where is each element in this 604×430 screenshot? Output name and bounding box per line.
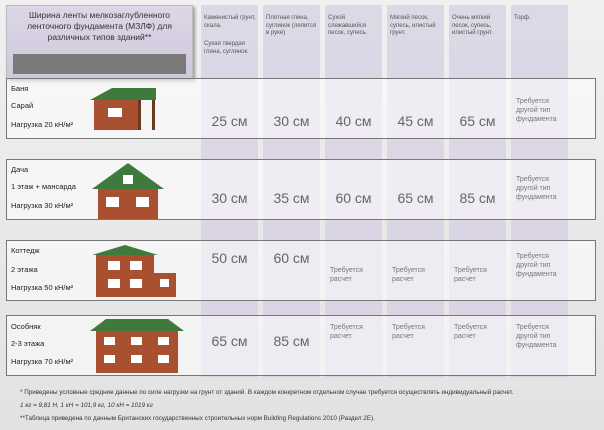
footnote-source: **Таблица приведена по данным Британских государственных строительных норм Building Regulations 2010 (Раздел 2Е).	[20, 415, 375, 422]
row-name-2: 1 этаж + мансарда	[11, 182, 76, 191]
width-value: 45 см	[397, 113, 434, 129]
title-box	[6, 5, 193, 79]
page-title: Ширина ленты мелкозаглубленного ленточного фундамента (МЗЛФ) для различных типов зданий**	[27, 10, 172, 42]
requirement-note: Требуется другой тип фундамента	[516, 98, 557, 123]
column-subheader: Сухая твердая глина, суглинок.	[204, 41, 249, 55]
column-header: Сухой слежавшийся песок, супесь.	[328, 15, 368, 36]
width-value: 40 см	[335, 113, 372, 129]
column-header: Каменистый грунт, скала.	[204, 15, 256, 29]
row-name-2: Сарай	[11, 101, 34, 110]
requirement-note: Требуется расчет	[454, 324, 487, 340]
width-value: 50 см	[211, 250, 248, 266]
bathhouse-icon	[90, 86, 156, 132]
requirement-note: Требуется другой тип фундамента	[516, 324, 557, 349]
two-story-house-icon	[92, 243, 182, 299]
requirement-note: Требуется расчет	[330, 267, 363, 283]
row-load: Нагрузка 20 кН/м²	[11, 120, 74, 129]
requirement-note: Требуется расчет	[392, 324, 425, 340]
width-value: 65 см	[459, 113, 496, 129]
column-header: Очень мягкий песок, супесь, илистый грунт.	[452, 15, 493, 36]
footnote: * Приведены условные средние данные по силе нагрузки на грунт от зданий. В каждом конкретном отдельном случае требуется осуществлять индивидуальный расчет.	[20, 389, 514, 396]
row-name: Баня	[11, 84, 29, 93]
mansion-icon	[90, 317, 186, 375]
footnote-units: 1 кг = 9,81 Н, 1 кН = 101,9 кг, 10 кН = 1019 кг	[20, 402, 153, 409]
column-header: Торф.	[514, 15, 531, 21]
row-name: Коттедж	[11, 246, 40, 255]
row-name: Особняк	[11, 322, 41, 331]
cottage-icon	[92, 163, 164, 221]
width-value: 85 см	[273, 333, 310, 349]
row-load: Нагрузка 50 кН/м²	[11, 283, 74, 292]
column-header: Плотная глина, суглинок (лепится в руке)	[266, 15, 317, 36]
row-name-2: 2 этажа	[11, 265, 38, 274]
width-value: 85 см	[459, 190, 496, 206]
column-header: Мягкий песок, супесь, илистый грунт.	[390, 15, 436, 36]
row-name: Дача	[11, 165, 29, 174]
requirement-note: Требуется расчет	[392, 267, 425, 283]
width-value: 60 см	[273, 250, 310, 266]
requirement-note: Требуется расчет	[454, 267, 487, 283]
width-value: 60 см	[335, 190, 372, 206]
title-gray-bar	[13, 54, 186, 74]
requirement-note: Требуется расчет	[330, 324, 363, 340]
requirement-note: Требуется другой тип фундамента	[516, 253, 557, 278]
width-value: 30 см	[211, 190, 248, 206]
row-name-2: 2-3 этажа	[11, 339, 45, 348]
width-value: 35 см	[273, 190, 310, 206]
row-load: Нагрузка 70 кН/м²	[11, 357, 74, 366]
width-value: 65 см	[397, 190, 434, 206]
row-load: Нагрузка 30 кН/м²	[11, 201, 74, 210]
width-value: 25 см	[211, 113, 248, 129]
width-value: 65 см	[211, 333, 248, 349]
width-value: 30 см	[273, 113, 310, 129]
requirement-note: Требуется другой тип фундамента	[516, 176, 557, 201]
